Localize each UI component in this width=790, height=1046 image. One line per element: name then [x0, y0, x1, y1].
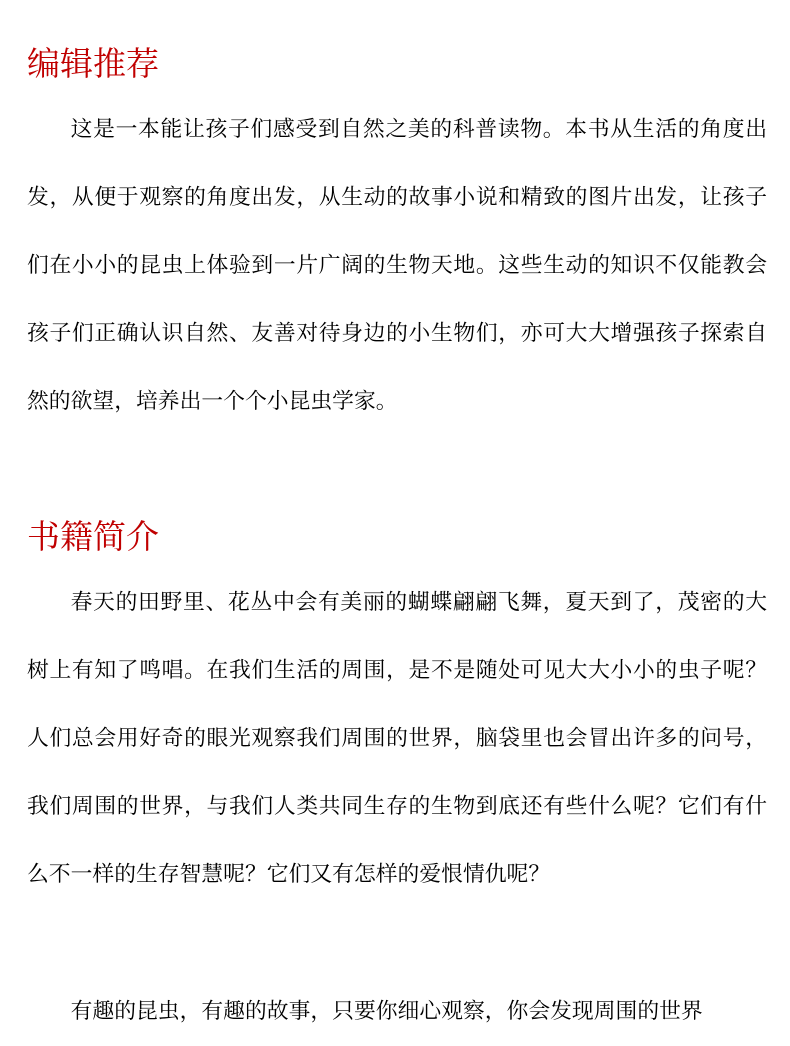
section-title-editor-recommendation: 编辑推荐	[27, 44, 159, 83]
section-title-book-introduction: 书籍简介	[27, 517, 159, 556]
book-introduction-paragraph-1: 春天的田野里、花丛中会有美丽的蝴蝶翩翩飞舞，夏天到了，茂密的大树上有知了鸣唱。在我们生活的周围，是不是随处可见大大小小的虫子呢？人们总会用好奇的眼光观察我们周围的世界，脑袋里也会冒出许多的问号，我们周围的世界，与我们人类共同生存的生物到底还有些什么呢？它们有什么不一样的生存智慧呢？它们又有怎样的爱恨情仇呢？	[27, 590, 767, 887]
editor-recommendation-paragraph: 这是一本能让孩子们感受到自然之美的科普读物。本书从生活的角度出发，从便于观察的角度出发，从生动的故事小说和精致的图片出发，让孩子们在小小的昆虫上体验到一片广阔的生物天地。这些生动的知识不仅能教会孩子们正确认识自然、友善对待身边的小生物们，亦可大大增强孩子探索自然的欲望，培养出一个个小昆虫学家。	[27, 117, 767, 414]
book-introduction-paragraph-2: 有趣的昆虫，有趣的故事，只要你细心观察，你会发现周围的世界	[70, 999, 703, 1024]
